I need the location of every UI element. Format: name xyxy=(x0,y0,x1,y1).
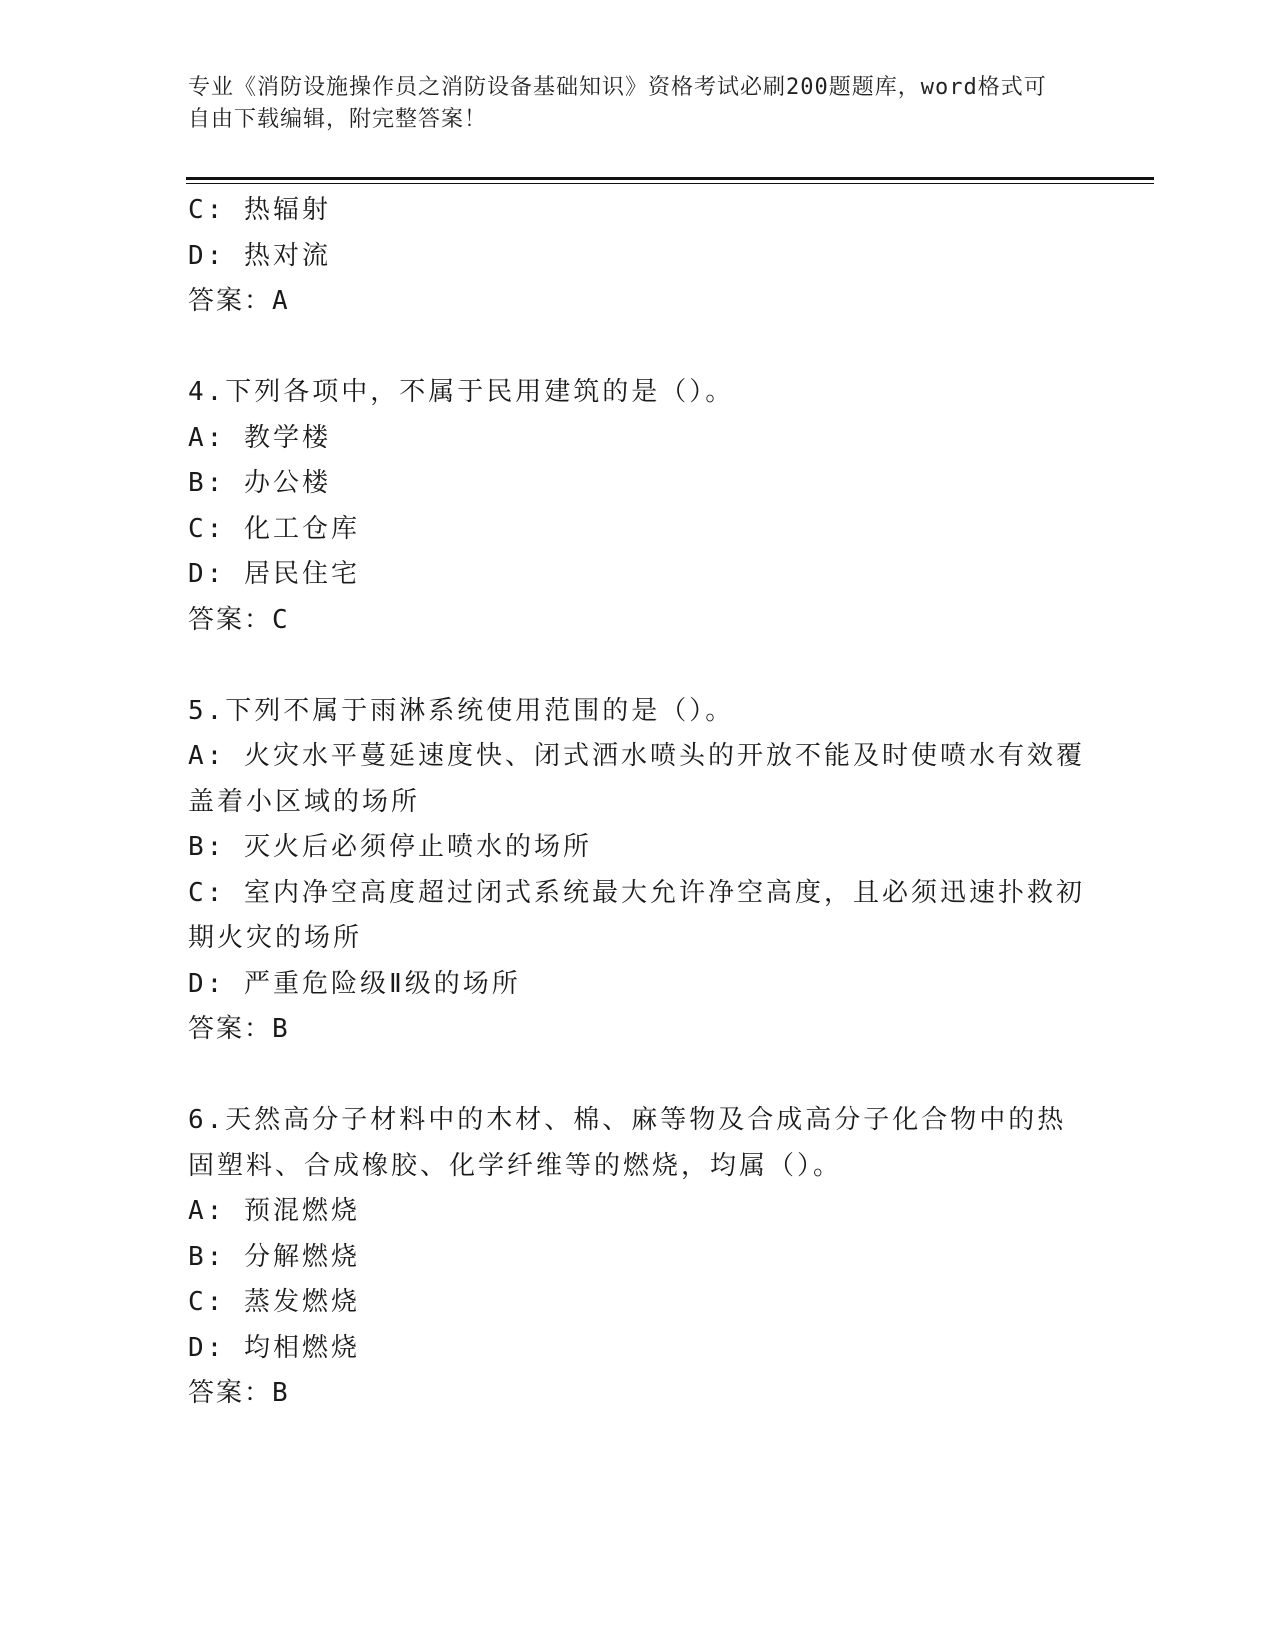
header-title: 专业《消防设施操作员之消防设备基础知识》资格考试必刷200题题库，word格式可自由下载编辑，附完整答案！ xyxy=(188,75,1047,132)
option-key: C: xyxy=(188,1287,226,1317)
option-key: B: xyxy=(188,468,226,498)
option-c xyxy=(188,871,1088,962)
option-key: D: xyxy=(188,968,226,999)
option-b xyxy=(188,461,1088,507)
answer-label: 答案： xyxy=(188,1378,273,1408)
option-text: 热辐射 xyxy=(243,195,331,225)
option-text: 教学楼 xyxy=(243,422,331,453)
answer-line xyxy=(188,1371,1088,1417)
option-key: A: xyxy=(188,741,226,771)
answer-label: 答案： xyxy=(188,1014,273,1044)
spacer xyxy=(188,325,1088,371)
header-divider-thick xyxy=(186,177,1154,180)
option-a xyxy=(188,416,1088,462)
question-content xyxy=(188,188,1088,1417)
answer-line xyxy=(188,1007,1088,1053)
option-text: 严重危险级Ⅱ级的场所 xyxy=(243,968,521,999)
option-key: C: xyxy=(188,195,226,225)
question-stem: 6.天然高分子材料中的木材、棉、麻等物及合成高分子化合物中的热固塑料、合成橡胶、化学纤维等的燃烧，均属（）。 xyxy=(188,1105,1067,1181)
option-text: 均相燃烧 xyxy=(243,1332,360,1363)
answer-line xyxy=(188,279,1088,325)
answer-value: C xyxy=(272,604,291,635)
option-text: 火灾水平蔓延速度快、闭式洒水喷头的开放不能及时使喷水有效覆盖着小区域的场所 xyxy=(188,741,1085,817)
option-text: 化工仓库 xyxy=(243,513,360,544)
option-a xyxy=(188,1189,1088,1235)
option-text: 预混燃烧 xyxy=(243,1196,360,1226)
question-stem: 4.下列各项中，不属于民用建筑的是（）。 xyxy=(188,377,735,407)
question-stem: 5.下列不属于雨淋系统使用范围的是（）。 xyxy=(188,695,735,726)
answer-value: A xyxy=(272,286,291,316)
option-b xyxy=(188,1235,1088,1281)
answer-label: 答案： xyxy=(188,604,273,635)
option-key: A: xyxy=(188,1196,226,1226)
answer-label: 答案： xyxy=(188,286,273,316)
option-key: D: xyxy=(188,559,226,589)
option-text: 分解燃烧 xyxy=(243,1241,360,1272)
option-text: 热对流 xyxy=(243,240,331,271)
question-block-6 xyxy=(188,1098,1088,1417)
option-d xyxy=(188,552,1088,598)
option-key: A: xyxy=(188,422,226,453)
option-a xyxy=(188,734,1088,825)
question-block-5 xyxy=(188,689,1088,1053)
option-key: B: xyxy=(188,832,226,862)
option-key: D: xyxy=(188,240,226,271)
question-block-prev xyxy=(188,188,1088,325)
spacer xyxy=(188,643,1088,689)
option-key: B: xyxy=(188,1241,226,1272)
spacer xyxy=(188,1053,1088,1099)
option-b xyxy=(188,825,1088,871)
option-c xyxy=(188,507,1088,553)
answer-value: B xyxy=(272,1014,291,1044)
option-d xyxy=(188,962,1088,1008)
option-text: 灭火后必须停止喷水的场所 xyxy=(243,832,592,862)
page-header xyxy=(188,72,1068,136)
option-text: 居民住宅 xyxy=(243,559,360,589)
answer-value: B xyxy=(272,1378,291,1408)
option-c xyxy=(188,188,1088,234)
option-key: D: xyxy=(188,1332,226,1363)
option-text: 办公楼 xyxy=(243,468,331,498)
option-d xyxy=(188,1326,1088,1372)
option-c xyxy=(188,1280,1088,1326)
option-d xyxy=(188,234,1088,280)
option-text: 室内净空高度超过闭式系统最大允许净空高度，且必须迅速扑救初期火灾的场所 xyxy=(188,877,1085,953)
option-key: C: xyxy=(188,513,226,544)
answer-line xyxy=(188,598,1088,644)
option-text: 蒸发燃烧 xyxy=(243,1287,360,1317)
question-block-4 xyxy=(188,370,1088,643)
option-key: C: xyxy=(188,877,226,908)
header-divider-thin xyxy=(186,183,1154,184)
